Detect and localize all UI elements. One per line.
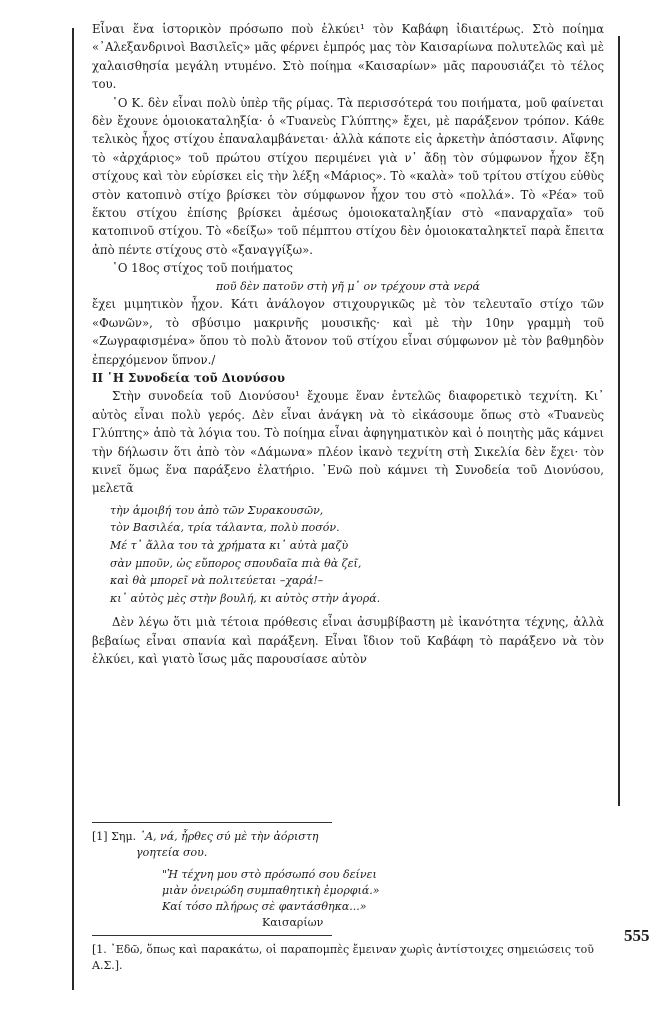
footnotes	[92, 822, 608, 974]
body-text	[92, 20, 604, 669]
footnote-2: [1. ᾽Εδῶ, ὅπως καὶ παρακάτω, οἱ παραπομπὲς ἔμειναν χωρὶς ἀντίστοιχες σημειώσεις τοῦ Α.Σ.].	[92, 943, 594, 972]
right-margin-rule	[618, 36, 620, 806]
verse-block	[92, 502, 604, 608]
verse-line: σὰν μποῦν, ὡς εὔπορος σπουδαῖα πιὰ θὰ ζεῖ,	[110, 556, 362, 570]
poem-line: Καί τόσο πλήρως σὲ φαντάσθηκα...»	[162, 900, 367, 913]
paragraph-1: Εἶναι ἕνα ἱστορικὸν πρόσωπο ποὺ ἑλκύει¹ τὸν Καβάφη ἰδιαιτέρως. Στὸ ποίημα «᾽Αλεξανδρινοὶ Βασιλεῖς» μᾶς φέρνει ἐμπρός μας τὸν Καισαρίωνα πολυτελῶς καὶ μὲ χαλαισθησία μεγάλη ντυμένο. Στὸ ποίημα «Καισαρίων» μᾶς παρουσιάζει τὸ τέλος του.	[92, 22, 604, 92]
footnote-1-label: [1] Σημ.	[92, 830, 137, 843]
paragraph-2: ῾Ο Κ. δὲν εἶναι πολὺ ὑπὲρ τῆς ρίμας. Τὰ περισσότερά του ποιήματα, μοῦ φαίνεται δὲν ἔχουνε ὁμοιοκαταληξία· ὁ «Τυανεὺς Γλύπτης» ἔχει, μὲ παράξενον τρόπον. Κάθε τελικὸς ἦχος στίχου ἐπαναλαμβάνεται· ἀλλὰ κάποτε εἰς ἀρκετὴν ἀπόστασιν. Αἴφνης τὸ «ἀρχάριος» τοῦ πρώτου στίχου περιμένει γιὰ ν᾽ ἄδῃ τὸν σύμφωνον ἦχον ἔξη στίχους καὶ τὸν εὑρίσκει εἰς τὴν λέξη «Μάριος». Τὸ «καλὰ» τοῦ τρίτου στίχου εὐθὺς στὸν κατοπινὸ στίχο βρίσκει τὸν σύμφωνον ἦχον του στὸ «πολλά». Τὸ «Ρέα» τοῦ ἕκτου στίχου ἐπίσης βρίσκει ἀμέσως ὁμοιοκαταληξίαν στὸ «παναρχαῖα» τοῦ κατοπινοῦ στίχου. Τὸ «δείξω» τοῦ πέμπτου στίχου δὲν ὁμοιοκαταληκτεῖ παρὰ ἔπειτα ἀπὸ πέντε στίχους στὸ «ξαναγγίξω».	[92, 95, 604, 257]
paragraph-6: Δὲν λέγω ὅτι μιὰ τέτοια πρόθεσις εἶναι ἀσυμβίβαστη μὲ ἱκανότητα τέχνης, ἀλλὰ βεβαίως εἶναι σπανία καὶ παράξενη. Εἶναι ἴδιον τοῦ Καβάφη τὸ παράξενο νὰ τὸν ἑλκύει, καὶ γιατὸ ἴσως μᾶς παρουσίασε αὐτὸν	[92, 615, 604, 667]
poem-line: μιὰν ὀνειρώδη συμπαθητικὴ ἐμορφιά.»	[162, 884, 380, 897]
paragraph-5: Στὴν συνοδεία τοῦ Διονύσου¹ ἔχουμε ἕναν ἐντελῶς διαφορετικὸ τεχνίτη. Κι᾽ αὐτὸς εἶναι πολὺ γερός. Δὲν εἶναι ἀνάγκη νὰ τὸ εἰκάσουμε ὅπως στὸ «Τυανεὺς Γλύπτης» ἀπὸ τὰ λόγια του. Τὸ ποίημα εἶναι ἀφηγηματικὸν καὶ ὁ ποιητὴς μᾶς κάμνει τὴν δήλωσιν ὅτι ἀπὸ τὸν «Δάμωνα» πλέον ἱκανὸ τεχνίτη στὴ Σικελία δὲν ἔχει· τὸν κινεῖ ὅμως ἕνα παράξενο ἐλατήριο. ᾽Ενῶ ποὺ κάμνει τὴ Συνοδεία τοῦ Διονύσου, μελετᾶ	[92, 389, 604, 496]
verse-line: κι᾽ αὐτὸς μὲς στὴν βουλή, κι αὐτὸς στὴν ἀγορά.	[110, 591, 381, 605]
footnote-1-line-2: γοητεία σου.	[136, 846, 208, 859]
footnote-1-line-1: ᾽Α, νά, ἦρθες σύ μὲ τὴν ἀόριστη	[139, 830, 319, 843]
verse-line: τὸν Βασιλέα, τρία τάλαντα, πολὺ ποσόν.	[110, 521, 340, 535]
verse-line: καὶ θὰ μπορεῖ νὰ πολιτεύεται –χαρά!–	[110, 574, 324, 588]
section-heading: ΙΙ ῾Η Συνοδεία τοῦ Διονύσου	[92, 370, 285, 385]
footnote-separator-2	[92, 935, 332, 936]
page-number: 555	[624, 926, 650, 945]
footnote-separator	[92, 822, 332, 823]
poem-attribution: Καισαρίων	[262, 916, 324, 929]
verse-line: Μέ τ᾽ ἄλλα του τὰ χρήματα κι᾽ αὐτὰ μαζὺ	[110, 538, 349, 552]
left-margin-rule	[72, 28, 74, 990]
block-quote: ποῦ δὲν πατοῦν στὴ γῆ μ᾽ ον τρέχουν στὰ νερά	[216, 279, 480, 293]
paragraph-4: ἔχει μιμητικὸν ἦχον. Κάτι ἀνάλογον στιχουργικῶς μὲ τὸν τελευταῖο στίχο τῶν «Φωνῶν», τὸ σβύσιμο μακρινῆς μουσικῆς· καὶ μὲ τὴν 10ην γραμμὴ τοῦ «Ζωγραφισμένα» ὅπου τὸ πολὺ ἄτονον τοῦ στίχου εἶναι σύμφωνον μὲ τὸν βαθμηδὸν ἐπερχόμενον ὕπνον./	[92, 297, 604, 367]
poem-line: "Ἡ τέχνη μου στὸ πρόσωπό σου δείνει	[162, 868, 377, 881]
verse-line: τὴν ἀμοιβή του ἀπὸ τῶν Συρακουσῶν,	[110, 503, 324, 517]
footnote-1	[92, 829, 608, 845]
paragraph-3: ῾Ο 18ος στίχος τοῦ ποιήματος	[112, 261, 293, 276]
footnote-poem	[162, 867, 608, 915]
